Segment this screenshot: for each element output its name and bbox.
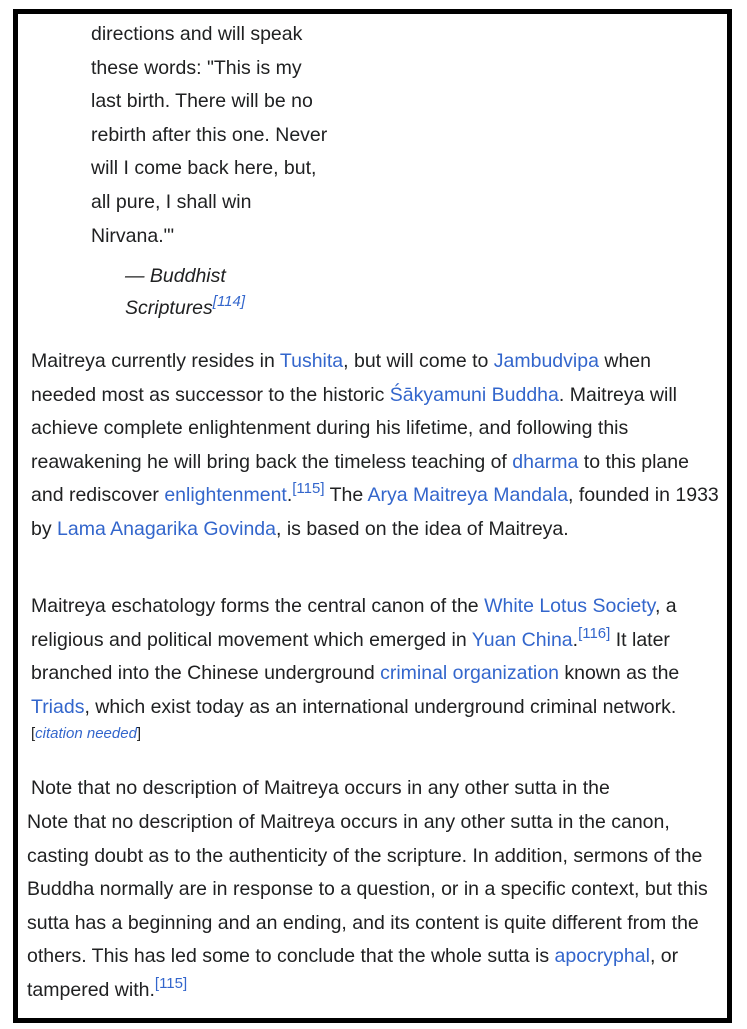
text: . [286,484,293,507]
quote-line: rebirth after this one. Never [91,123,328,146]
link-criminal-organization[interactable]: criminal organization [380,662,559,685]
link-arya-maitreya-mandala[interactable]: Arya Maitreya Mandala [367,484,569,507]
text: It later branched into the Chinese underground [31,628,670,685]
link-sakyamuni-buddha[interactable]: Śākyamuni Buddha [389,383,559,406]
text: , is based on the idea of Maitreya. [276,517,569,540]
text: Maitreya currently resides in [31,350,280,372]
link-jambudvipa[interactable]: Jambudvipa [493,350,599,372]
link-enlightenment[interactable]: enlightenment [164,484,287,507]
bracket: ] [136,725,142,743]
attribution-line: — Buddhist [125,265,226,287]
blockquote [91,18,391,253]
quote-line: will I come back here, but, [91,157,317,180]
quote-line: directions and will speak [91,23,303,45]
text: . [572,628,579,651]
reference-116[interactable]: [116] [578,624,611,642]
attribution-line [125,292,385,324]
quote-line: all pure, I shall win [91,190,252,213]
text: , but will come to [343,350,494,372]
text: Note that no description of Maitreya occurs in any other sutta in the canon, casting doubt as to the authenticity of the scripture. In addition, sermons of the Buddha normally are in response to a question, or in a specific context, but this sutta has a beginning and an ending, and its content is quite different from the others. This has led some to conclude that the whole sutta is [27,811,708,968]
quote-line: these words: "This is my [91,56,302,79]
text: . Maitreya will achieve complete enlightenment during his lifetime, and following this reawakening he will bring back the timeless teaching of [31,383,677,473]
link-dharma[interactable]: dharma [512,450,579,473]
text: , which exist today as an international underground criminal network. [84,695,677,718]
text: known as the [558,662,680,685]
text: , founded in 1933 by [31,484,719,540]
link-triads[interactable]: Triads [31,695,85,718]
text: The [324,484,368,507]
paragraph-tushita [31,345,721,547]
paragraph-white-lotus [31,590,721,758]
text: when needed most as successor to the historic [31,350,651,406]
text: Maitreya eschatology forms the central canon of the [31,595,485,617]
link-tushita[interactable]: Tushita [279,350,344,372]
link-apocryphal[interactable]: apocryphal [554,945,650,968]
text: to this plane and rediscover [31,450,689,507]
article-frame [13,9,732,1023]
citation-needed-label[interactable]: citation needed [35,725,137,743]
text: , a religious and political movement which emerged in [31,595,677,651]
attribution-source: Scriptures [125,297,213,319]
link-yuan-china[interactable]: Yuan China [471,628,573,651]
paragraph-sutta-note [27,806,717,1008]
quote-attribution [125,260,385,324]
reference-115[interactable]: [115] [292,480,325,498]
quote-line: Nirvana."' [91,224,175,247]
quote-line: last birth. There will be no [91,90,313,113]
link-white-lotus-society[interactable]: White Lotus Society [484,595,655,617]
link-lama-anagarika-govinda[interactable]: Lama Anagarika Govinda [57,517,276,540]
bracket: [ [31,725,36,743]
reference-115[interactable]: [115] [154,974,188,992]
text: , or tampered with. [27,945,679,1001]
reference-114[interactable]: [114] [212,293,246,310]
citation-needed[interactable] [31,725,141,742]
duplicate-line: Note that no description of Maitreya occurs in any other sutta in the [31,777,610,799]
